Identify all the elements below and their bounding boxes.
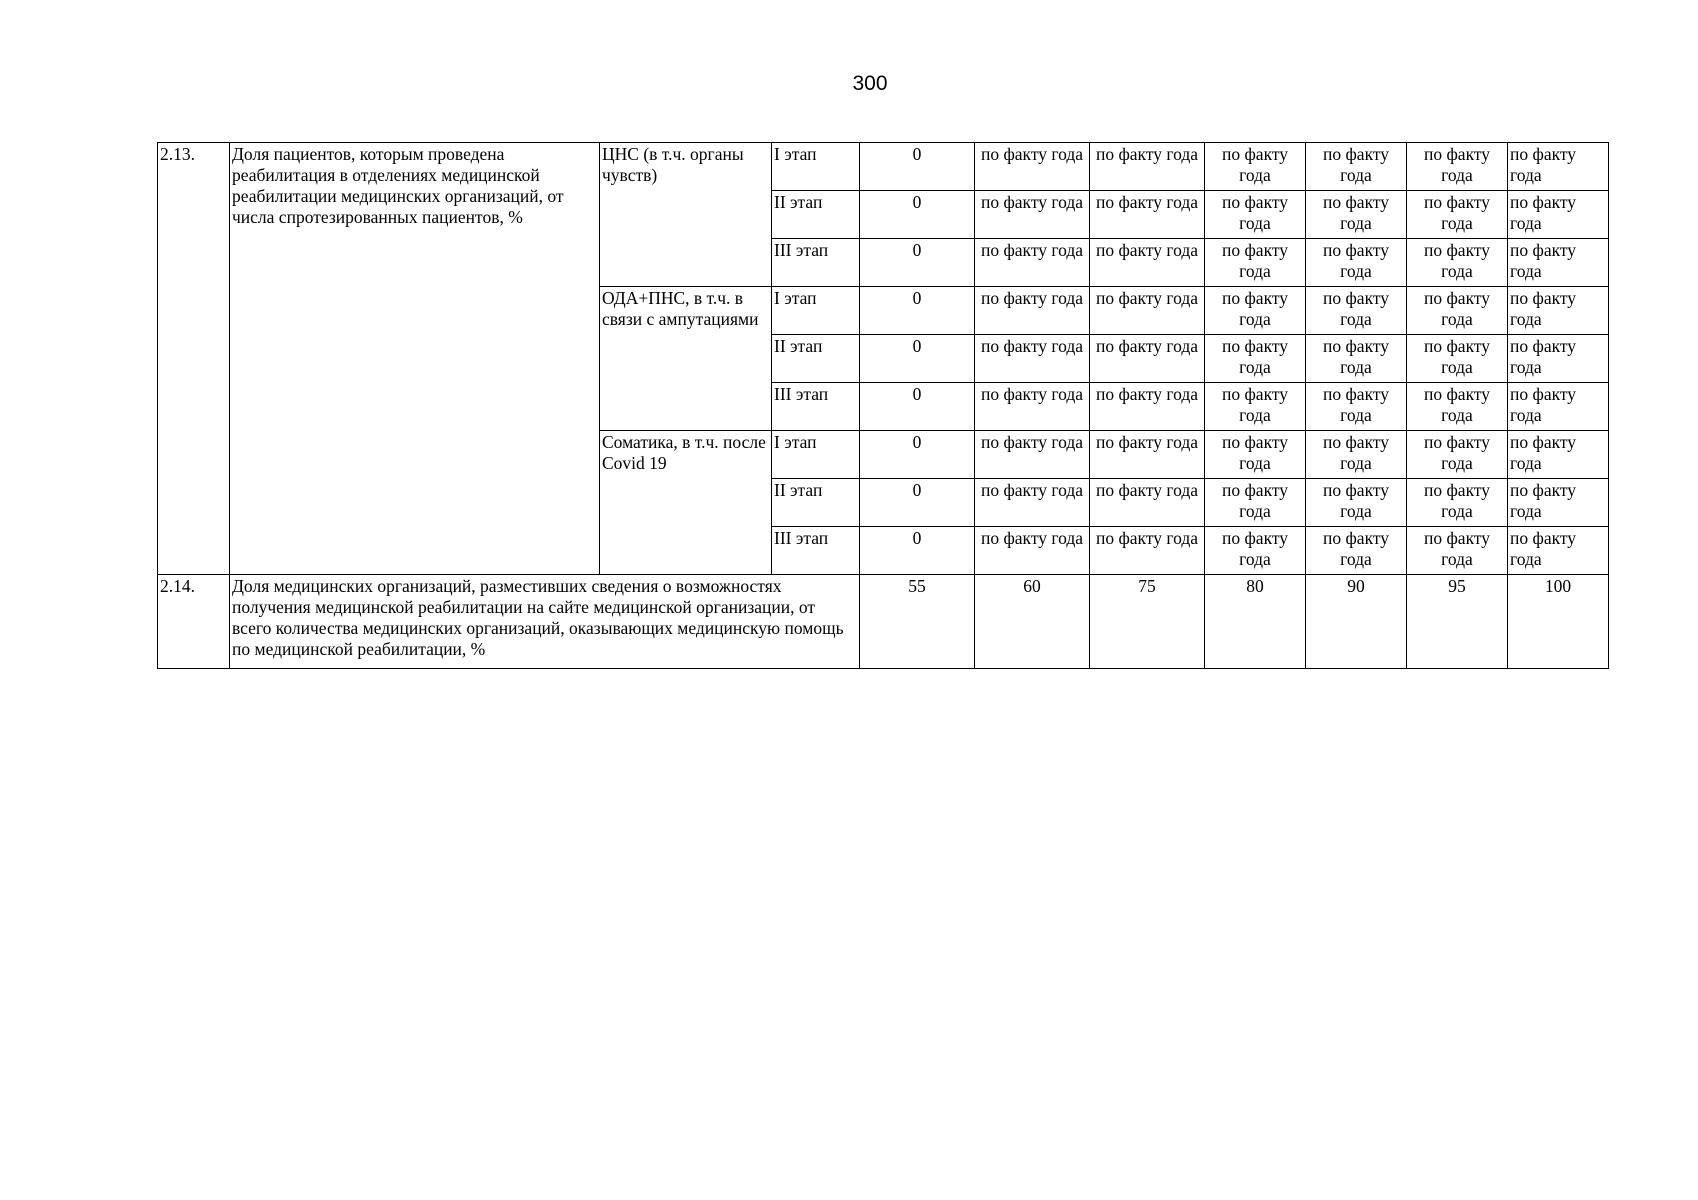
year-value: по факту года	[1090, 383, 1205, 431]
year-value: по факту года	[1306, 383, 1407, 431]
stage-label: I этап	[772, 287, 860, 335]
year-value: 100	[1508, 575, 1609, 669]
year-value: по факту года	[975, 143, 1090, 191]
indicator-description: Доля пациентов, которым проведена реабилитация в отделениях медицинской реабилитации медицинских организаций, от числа спротезированных пациентов, %	[230, 143, 600, 575]
year-value: по факту года	[1205, 383, 1306, 431]
year-value: по факту года	[1508, 239, 1609, 287]
year-value: по факту года	[975, 431, 1090, 479]
stage-label: II этап	[772, 335, 860, 383]
year-value: по факту года	[975, 191, 1090, 239]
year-value: по факту года	[1508, 527, 1609, 575]
group-name: ОДА+ПНС, в т.ч. в связи с ампутациями	[600, 287, 772, 431]
year-value: по факту года	[1508, 383, 1609, 431]
year-value: по факту года	[1508, 479, 1609, 527]
stage-label: I этап	[772, 143, 860, 191]
year-value: 60	[975, 575, 1090, 669]
stage-label: I этап	[772, 431, 860, 479]
year-value: по факту года	[1407, 383, 1508, 431]
year-value: по факту года	[975, 287, 1090, 335]
year-value: по факту года	[1090, 335, 1205, 383]
base-value: 0	[860, 287, 975, 335]
year-value: по факту года	[1090, 287, 1205, 335]
row-number: 2.13.	[158, 143, 230, 575]
year-value: по факту года	[1306, 239, 1407, 287]
year-value: 55	[860, 575, 975, 669]
stage-label: II этап	[772, 479, 860, 527]
year-value: по факту года	[1306, 527, 1407, 575]
year-value: по факту года	[1205, 191, 1306, 239]
year-value: по факту года	[1090, 479, 1205, 527]
year-value: по факту года	[1090, 527, 1205, 575]
base-value: 0	[860, 335, 975, 383]
year-value: по факту года	[1090, 191, 1205, 239]
year-value: по факту года	[1407, 287, 1508, 335]
base-value: 0	[860, 431, 975, 479]
indicators-table	[157, 142, 1609, 669]
group-name: Соматика, в т.ч. после Covid 19	[600, 431, 772, 575]
year-value: по факту года	[1205, 335, 1306, 383]
year-value: по факту года	[1508, 287, 1609, 335]
table-row	[158, 143, 1609, 191]
year-value: по факту года	[1090, 143, 1205, 191]
year-value: по факту года	[1508, 191, 1609, 239]
stage-label: III этап	[772, 527, 860, 575]
year-value: по факту года	[1306, 191, 1407, 239]
base-value: 0	[860, 143, 975, 191]
table-row	[158, 575, 1609, 669]
page-number: 300	[852, 72, 888, 95]
year-value: по факту года	[975, 239, 1090, 287]
year-value: по факту года	[1205, 287, 1306, 335]
year-value: по факту года	[1407, 527, 1508, 575]
year-value: по факту года	[1090, 431, 1205, 479]
year-value: по факту года	[1407, 191, 1508, 239]
year-value: по факту года	[1306, 431, 1407, 479]
year-value: по факту года	[1205, 143, 1306, 191]
year-value: по факту года	[1508, 335, 1609, 383]
indicator-description: Доля медицинских организаций, разместивших сведения о возможностях получения медицинской реабилитации на сайте медицинской организации, от всего количества медицинских организаций, оказывающих медицинскую помощь по медицинской реабилитации, %	[230, 575, 860, 669]
table-body	[158, 143, 1609, 669]
year-value: по факту года	[1407, 143, 1508, 191]
year-value: по факту года	[1306, 287, 1407, 335]
year-value: по факту года	[1407, 239, 1508, 287]
year-value: по факту года	[1306, 143, 1407, 191]
year-value: по факту года	[1407, 479, 1508, 527]
base-value: 0	[860, 239, 975, 287]
year-value: по факту года	[975, 383, 1090, 431]
base-value: 0	[860, 383, 975, 431]
year-value: по факту года	[1090, 239, 1205, 287]
year-value: по факту года	[1508, 431, 1609, 479]
year-value: по факту года	[1508, 143, 1609, 191]
year-value: по факту года	[975, 335, 1090, 383]
year-value: по факту года	[1306, 335, 1407, 383]
stage-label: III этап	[772, 383, 860, 431]
year-value: по факту года	[1205, 431, 1306, 479]
year-value: 95	[1407, 575, 1508, 669]
base-value: 0	[860, 527, 975, 575]
stage-label: III этап	[772, 239, 860, 287]
year-value: 75	[1090, 575, 1205, 669]
year-value: по факту года	[1205, 527, 1306, 575]
year-value: по факту года	[1205, 239, 1306, 287]
year-value: по факту года	[1205, 479, 1306, 527]
base-value: 0	[860, 191, 975, 239]
year-value: 80	[1205, 575, 1306, 669]
year-value: по факту года	[1306, 479, 1407, 527]
year-value: по факту года	[975, 479, 1090, 527]
year-value: 90	[1306, 575, 1407, 669]
group-name: ЦНС (в т.ч. органы чувств)	[600, 143, 772, 287]
year-value: по факту года	[975, 527, 1090, 575]
stage-label: II этап	[772, 191, 860, 239]
year-value: по факту года	[1407, 431, 1508, 479]
base-value: 0	[860, 479, 975, 527]
row-number: 2.14.	[158, 575, 230, 669]
year-value: по факту года	[1407, 335, 1508, 383]
